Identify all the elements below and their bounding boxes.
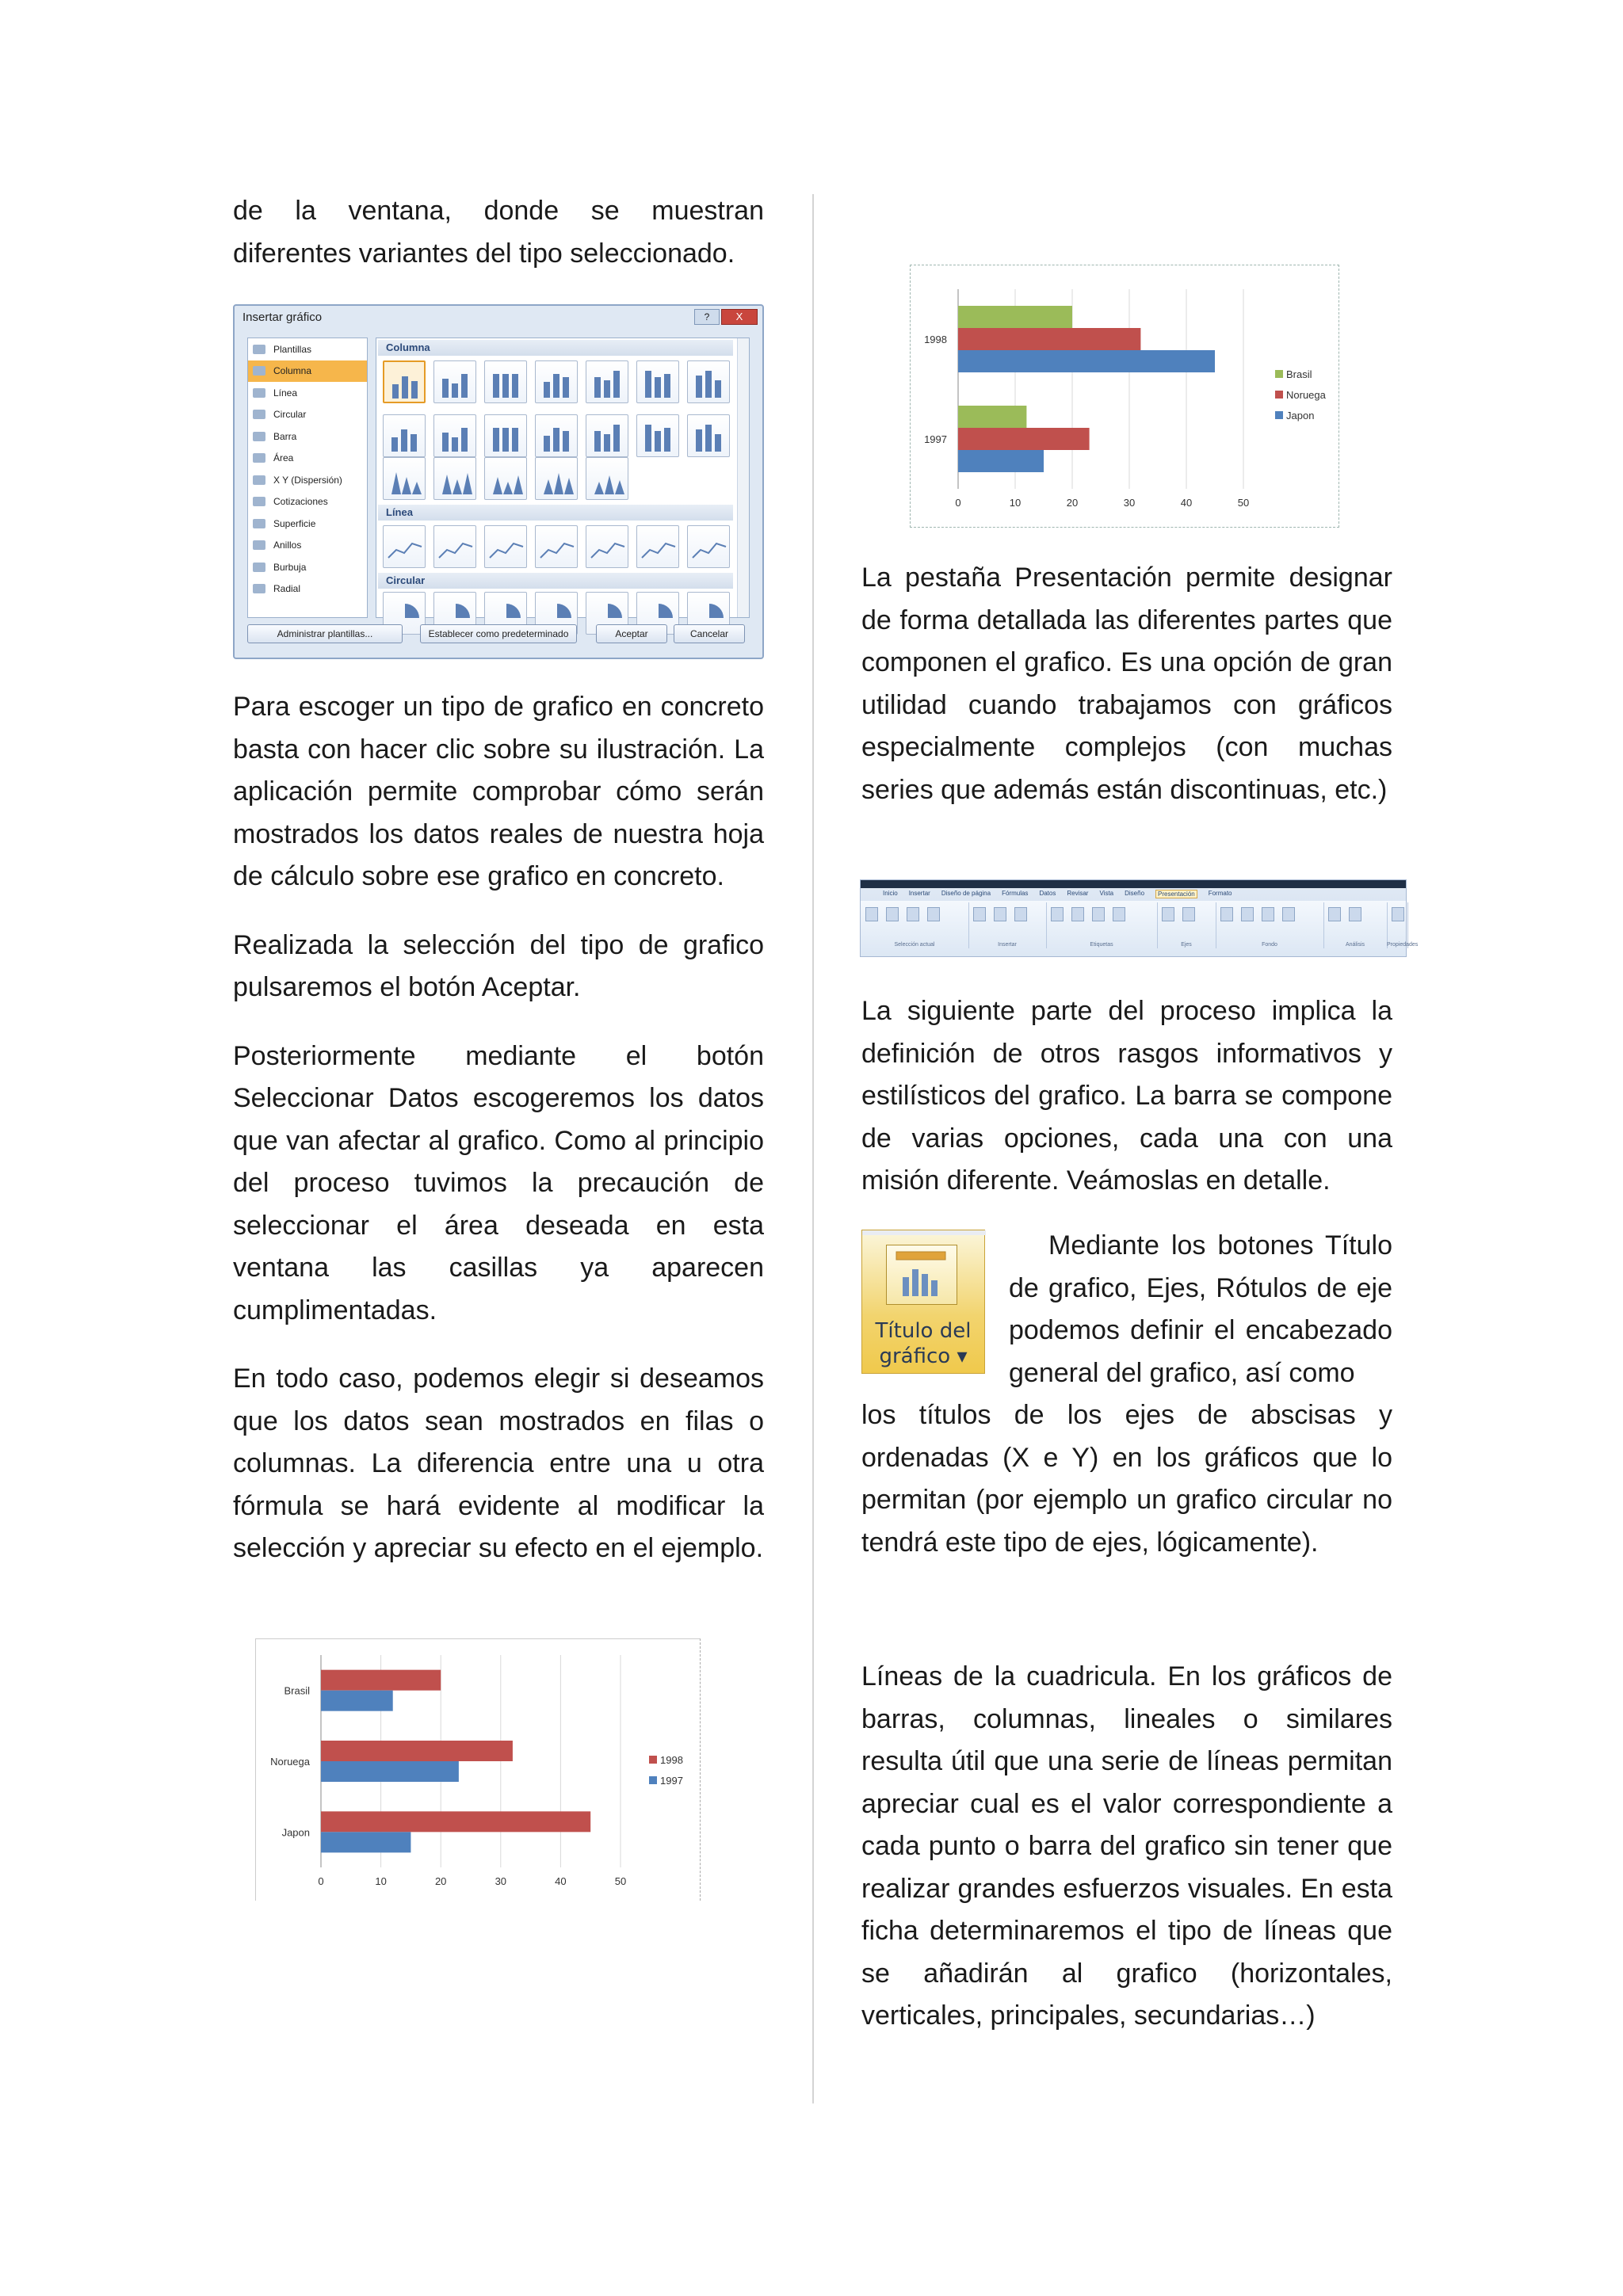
chart-type-icon: [253, 540, 265, 550]
chart-svg: [256, 1639, 700, 1901]
ribbon-tab[interactable]: Diseño: [1125, 890, 1145, 897]
chart-subtype-thumbnail[interactable]: [687, 360, 730, 403]
chart-subtype-thumbnail[interactable]: [433, 360, 476, 403]
x-tick-label: 20: [434, 1875, 447, 1887]
help-button[interactable]: ?: [694, 309, 720, 325]
chart-type-item[interactable]: [248, 556, 367, 578]
ribbon-button-icon[interactable]: [1162, 907, 1174, 921]
ribbon-button-icon[interactable]: [907, 907, 919, 921]
chart-subtype-thumbnail[interactable]: [586, 414, 628, 457]
bar-noruega: [958, 428, 1090, 450]
chart-subtype-thumbnail[interactable]: [687, 525, 730, 568]
chart-type-item[interactable]: [248, 382, 367, 404]
legend-label: 1997: [660, 1775, 683, 1787]
ribbon-group: [1323, 902, 1388, 948]
legend-swatch: [1275, 370, 1283, 378]
ribbon-button-icon[interactable]: [1092, 907, 1105, 921]
ribbon-group-label: Etiquetas: [1090, 942, 1113, 948]
chart-type-item[interactable]: [248, 448, 367, 470]
paragraph: Para escoger un tipo de grafico en concreto basta con hacer clic sobre su ilustración. La aplicación permite comprobar cómo serán mostrados los datos reales de nuestra hoja de cálculo sobre ese grafico en concreto.: [233, 692, 764, 891]
chart-subtype-thumbnail[interactable]: [484, 457, 527, 500]
bar-chart-by-year: [910, 265, 1339, 528]
chart-type-label: X Y (Dispersión): [273, 474, 342, 486]
chart-type-label: Barra: [273, 430, 297, 442]
x-tick-label: 50: [614, 1875, 627, 1887]
section-header: Línea: [378, 505, 733, 521]
x-tick-label: 10: [375, 1875, 387, 1887]
chart-type-icon: [253, 453, 265, 463]
paragraph: de la ventana, donde se muestran diferentes variantes del tipo seleccionado.: [233, 196, 764, 269]
ribbon-group-label: Insertar: [998, 942, 1017, 948]
ribbon-group-label: Selección actual: [894, 942, 935, 948]
chart-subtype-thumbnail[interactable]: [383, 360, 426, 403]
ribbon-button-icon[interactable]: [1071, 907, 1084, 921]
chart-subtype-thumbnail[interactable]: [687, 414, 730, 457]
ribbon-button-icon[interactable]: [994, 907, 1006, 921]
bar-brasil: [958, 306, 1072, 328]
legend-label: Japon: [1286, 410, 1315, 421]
chart-subtype-thumbnail[interactable]: [433, 525, 476, 568]
chart-subtype-thumbnail[interactable]: [484, 360, 527, 403]
chart-type-label: Radial: [273, 583, 301, 595]
chart-subtype-thumbnail[interactable]: [433, 414, 476, 457]
chart-subtype-thumbnail[interactable]: [535, 414, 578, 457]
legend-swatch: [649, 1776, 657, 1784]
chart-svg: [911, 265, 1338, 527]
ribbon-group: [1216, 902, 1324, 948]
legend-swatch: [649, 1756, 657, 1764]
left-column: [233, 190, 764, 275]
chart-type-list: [247, 338, 368, 618]
x-tick-label: 30: [495, 1875, 507, 1887]
chart-title-button-label: Título del: [875, 1319, 972, 1343]
legend-label: 1998: [660, 1754, 683, 1766]
ribbon-group: [861, 902, 969, 948]
chart-type-icon: [253, 366, 265, 376]
right-text-block-3b: [861, 1394, 1392, 1564]
chart-subtype-thumbnail[interactable]: [636, 414, 679, 457]
chart-type-icon: [253, 410, 265, 419]
ribbon-button-icon[interactable]: [1220, 907, 1233, 921]
paragraph-part: los títulos de los ejes de abscisas y ordenadas (X e Y) en los gráficos que lo permitan (por ejemplo un grafico circular no tendrá este tipo de ejes, lógicamente).: [861, 1400, 1392, 1558]
chart-type-icon: [253, 388, 265, 398]
ribbon-group: [1046, 902, 1158, 948]
ribbon-tab[interactable]: Insertar: [908, 890, 930, 897]
chart-subtype-thumbnail[interactable]: [636, 360, 679, 403]
right-text-block-3-wrap: [1009, 1225, 1392, 1394]
chart-type-icon: [253, 584, 265, 593]
bar-noruega: [958, 328, 1140, 350]
ribbon-tabs: [883, 890, 1232, 898]
chart-subtype-thumbnail[interactable]: [433, 457, 476, 500]
bar-japon: [958, 450, 1044, 472]
chart-type-icon: [253, 475, 265, 485]
chart-type-item[interactable]: [248, 578, 367, 601]
chart-type-item[interactable]: [248, 491, 367, 513]
chart-type-icon: [253, 497, 265, 506]
x-tick-label: 20: [1066, 497, 1079, 509]
legend-swatch: [1275, 391, 1283, 399]
x-tick-label: 40: [1180, 497, 1193, 509]
right-text-block-2: [861, 990, 1392, 1203]
close-button[interactable]: X: [721, 309, 758, 325]
chart-subtype-thumbnail[interactable]: [586, 457, 628, 500]
chart-subtype-thumbnail[interactable]: [484, 414, 527, 457]
chart-type-label: Columna: [273, 365, 312, 377]
bar-1997: [321, 1761, 459, 1782]
x-tick-label: 50: [1237, 497, 1250, 509]
chart-type-label: Línea: [273, 387, 298, 399]
chart-subtype-thumbnail[interactable]: [484, 525, 527, 568]
ribbon-group-label: Fondo: [1262, 942, 1277, 948]
bar-brasil: [958, 406, 1026, 428]
insert-chart-dialog: [233, 304, 764, 659]
chart-type-icon: [253, 432, 265, 441]
ok-button[interactable]: Aceptar: [596, 624, 667, 643]
bar-1998: [321, 1670, 441, 1691]
ribbon-button-icon[interactable]: [1282, 907, 1295, 921]
bar-1998: [321, 1811, 590, 1832]
chart-type-icon: [253, 563, 265, 572]
paragraph: Líneas de la cuadricula. En los gráficos de barras, columnas, lineales o similares resulta útil que una serie de líneas permitan apreciar cual es el valor correspondiente a cada punto o barra del grafico sin tener que realizar grandes esfuerzos visuales. En esta ficha determinaremos el tipo de líneas que se añadirán al grafico (horizontales, verticales, principales, secundarias…): [861, 1661, 1392, 2031]
category-label: Japon: [281, 1826, 310, 1839]
cancel-button[interactable]: Cancelar: [674, 624, 745, 643]
bar-chart-by-country: [255, 1638, 701, 1901]
chart-type-icon: [253, 519, 265, 528]
paragraph: La pestaña Presentación permite designar de forma detallada las diferentes partes que componen el grafico. Es una opción de gran utilidad cuando trabajamos con gráficos especialmente complejos (con muchas series que además están discontinuas, etc.): [861, 563, 1392, 805]
left-text-block: [233, 686, 764, 1570]
chart-subtype-thumbnail[interactable]: [535, 457, 578, 500]
set-default-button[interactable]: Establecer como predeterminado: [420, 624, 577, 643]
chart-title-icon: [886, 1245, 957, 1305]
ribbon-group: [1157, 902, 1216, 948]
ribbon-tab[interactable]: Datos: [1039, 890, 1056, 897]
ribbon-button-icon[interactable]: [1182, 907, 1195, 921]
paragraph: Realizada la selección del tipo de grafico pulsaremos el botón Aceptar.: [233, 929, 764, 1002]
category-label: 1997: [924, 433, 947, 445]
chart-type-label: Anillos: [273, 540, 302, 551]
bar-japon: [958, 350, 1215, 372]
paragraph: En todo caso, podemos elegir si deseamos que los datos sean mostrados en filas o columnas. La diferencia entre una u otra fórmula se hará evidente al modificar la selección y apreciar su efecto en el ejemplo.: [233, 1363, 764, 1563]
section-header: Columna: [378, 340, 733, 356]
chart-type-item[interactable]: [248, 360, 367, 383]
paragraph: La siguiente parte del proceso implica la definición de otros rasgos informativos y estilísticos del grafico. La barra se compone de varias opciones, cada una con una misión diferente. Veámoslas en detalle.: [861, 996, 1392, 1196]
ribbon-button-icon[interactable]: [1328, 907, 1341, 921]
right-text-block-4: [861, 1656, 1392, 2038]
chart-type-icon: [253, 345, 265, 354]
chart-type-item[interactable]: [248, 535, 367, 557]
ribbon-button-icon[interactable]: [1241, 907, 1254, 921]
chart-subtype-thumbnail[interactable]: [383, 414, 426, 457]
ribbon-tab[interactable]: Diseño de página: [941, 890, 991, 897]
ribbon-tab[interactable]: Revisar: [1067, 890, 1089, 897]
bar-1998: [321, 1741, 513, 1761]
chart-type-label: Cotizaciones: [273, 496, 328, 508]
ribbon-group-label: Ejes: [1181, 942, 1192, 948]
ribbon-button-icon[interactable]: [1262, 907, 1274, 921]
legend-label: Brasil: [1286, 368, 1312, 380]
ribbon-button-icon[interactable]: [973, 907, 986, 921]
ribbon-tab[interactable]: Formato: [1208, 890, 1232, 897]
ribbon-tab[interactable]: Vista: [1099, 890, 1114, 897]
chart-subtype-thumbnail[interactable]: [535, 360, 578, 403]
chart-type-label: Circular: [273, 409, 307, 421]
chart-title-button[interactable]: [861, 1230, 985, 1374]
ribbon-tab[interactable]: Presentación: [1155, 890, 1197, 898]
ribbon-group: [1387, 902, 1419, 948]
chart-type-item[interactable]: [248, 404, 367, 426]
chart-subtype-thumbnail[interactable]: [636, 525, 679, 568]
right-text-block-1: [861, 557, 1392, 811]
paragraph-part: Mediante los botones Título de grafico, Ejes, Rótulos de eje podemos definir el encabezado general del grafico, así como: [1009, 1230, 1392, 1388]
bar-1997: [321, 1832, 411, 1852]
chart-type-item[interactable]: [248, 469, 367, 491]
chart-type-item[interactable]: [248, 338, 367, 360]
x-tick-label: 0: [318, 1875, 324, 1887]
chart-subtype-thumbnail[interactable]: [586, 525, 628, 568]
column-divider: [812, 194, 814, 2103]
ribbon-group-label: Propiedades: [1387, 942, 1419, 948]
ribbon-button-icon[interactable]: [1014, 907, 1027, 921]
bar-1997: [321, 1691, 393, 1711]
ribbon-button-icon[interactable]: [865, 907, 878, 921]
chart-subtype-gallery: [376, 338, 750, 618]
chart-title-button-label: gráfico ▾: [879, 1344, 968, 1368]
ribbon-group: [968, 902, 1047, 948]
chart-subtype-thumbnail[interactable]: [383, 457, 426, 500]
chart-type-label: Superficie: [273, 517, 316, 529]
chart-subtype-thumbnail[interactable]: [383, 525, 426, 568]
x-tick-label: 10: [1009, 497, 1022, 509]
ribbon-button-icon[interactable]: [1349, 907, 1361, 921]
presentation-ribbon: [860, 879, 1419, 957]
chart-type-label: Plantillas: [273, 343, 312, 355]
ribbon-button-icon[interactable]: [886, 907, 899, 921]
category-label: 1998: [924, 334, 947, 345]
chart-subtype-thumbnail[interactable]: [586, 360, 628, 403]
chart-type-label: Burbuja: [273, 561, 307, 573]
category-label: Brasil: [284, 1684, 310, 1697]
x-tick-label: 40: [555, 1875, 567, 1887]
chart-type-item[interactable]: [248, 425, 367, 448]
ribbon-button-icon[interactable]: [927, 907, 940, 921]
legend-label: Noruega: [1286, 389, 1326, 401]
ribbon-button-icon[interactable]: [1113, 907, 1125, 921]
scrollbar[interactable]: [737, 338, 749, 617]
ribbon-title-strip: [861, 880, 1406, 888]
paragraph: Posteriormente mediante el botón Seleccionar Datos escogeremos los datos que van afectar al grafico. Como al principio del proceso tuvimos la precaución de seleccionar el área deseada en esta ventana las casillas ya aparecen cumplimentadas.: [233, 1040, 764, 1325]
dialog-title: Insertar gráfico: [242, 311, 323, 324]
x-tick-label: 0: [955, 497, 961, 509]
chart-subtype-thumbnail[interactable]: [535, 525, 578, 568]
ribbon-button-icon[interactable]: [1392, 907, 1404, 921]
ribbon-tab[interactable]: Fórmulas: [1002, 890, 1029, 897]
x-tick-label: 30: [1123, 497, 1136, 509]
ribbon-button-icon[interactable]: [1051, 907, 1064, 921]
ribbon-tab[interactable]: Inicio: [883, 890, 898, 897]
chart-type-item[interactable]: [248, 513, 367, 535]
legend-swatch: [1275, 411, 1283, 419]
ribbon-group-label: Análisis: [1345, 942, 1365, 948]
chart-type-label: Área: [273, 452, 294, 464]
manage-templates-button[interactable]: Administrar plantillas...: [247, 624, 403, 643]
category-label: Noruega: [270, 1756, 310, 1768]
section-header: Circular: [378, 573, 733, 589]
